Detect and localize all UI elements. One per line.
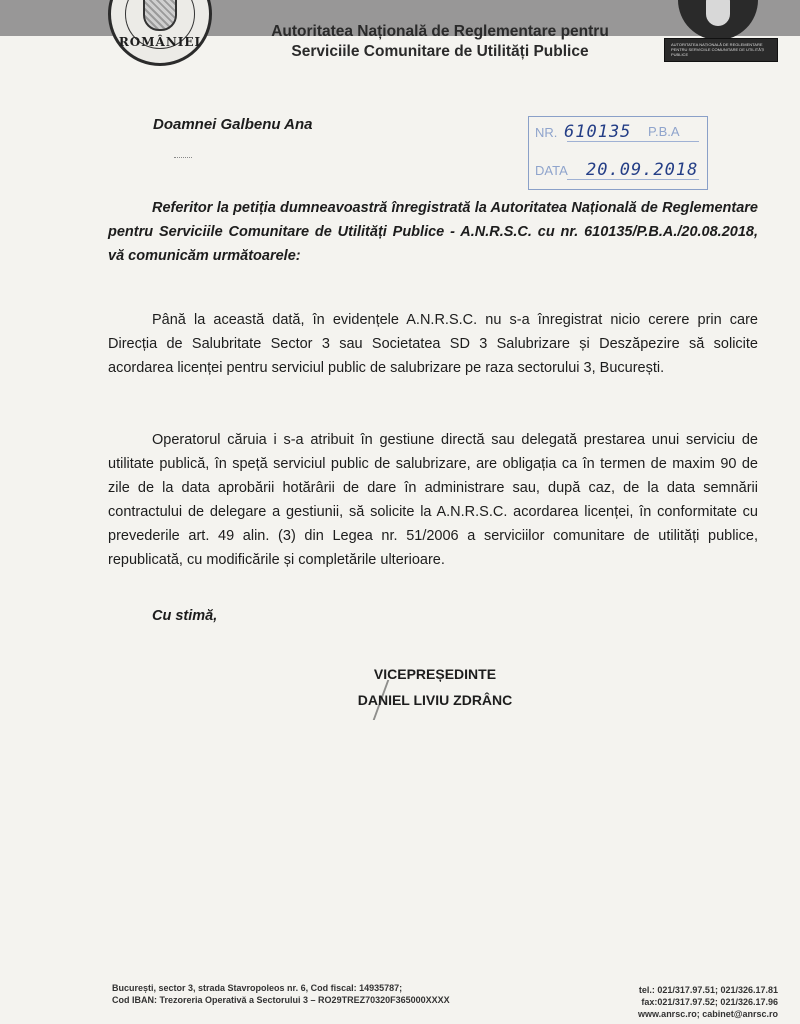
authority-line-1: Autoritatea Națională de Reglementare pentru — [271, 23, 609, 40]
logo-caption-box — [664, 38, 778, 62]
eagle-emblem-icon — [143, 0, 177, 31]
footer-web: www.anrsc.ro; cabinet@anrsc.ro — [638, 1009, 778, 1019]
shield-icon — [706, 0, 730, 26]
registration-date-label: DATA — [535, 163, 568, 178]
authority-name — [220, 22, 660, 62]
romania-coat-of-arms-seal — [108, 0, 212, 66]
signatory-name: DANIEL LIVIU ZDRÂNC — [357, 692, 513, 708]
signatory-title: VICEPREȘEDINTE — [373, 666, 497, 682]
divider — [174, 157, 192, 158]
logo-caption-text: AUTORITATEA NAȚIONALĂ DE REGLEMENTARE PENTRU SERVICIILE COMUNITARE DE UTILITĂȚI PUBLICE — [671, 42, 765, 57]
footer-address-line-1: București, sector 3, strada Stavropoleos nr. 6, Cod fiscal: 14935787; — [112, 983, 403, 993]
authority-line-2: Serviciile Comunitare de Utilități Publice — [291, 43, 589, 60]
seal-text: ROMÂNIEI — [118, 35, 202, 49]
registration-number-label: NR. — [535, 125, 558, 140]
letter-paragraph-2: Operatorul căruia i s-a atribuit în gestiune directă sau delegată prestarea unui serviciu de utilitate publică, în speță serviciul public de salubrizare, are obligația ca în termen de maxim 90 de zile de la data aprobării hotărârii de dare în administrare sau, după caz, de la data semnării contractului de delegare a gestiunii, să solicite la A.N.R.S.C. acordarea licenței, în conformitate cu prevederile art. 49 alin. (3) din Legea nr. 51/2006 a serviciilor comunitare de utilități publice, republicată, cu modificările și completările ulterioare. — [108, 432, 758, 568]
anrsc-logo — [664, 0, 778, 66]
letter-intro: Referitor la petiția dumneavoastră înregistrată la Autoritatea Națională de Reglementare pentru Serviciile Comunitare de Utilități Publice - A.N.R.S.C. cu nr. 610135/P.B.A./20.08.2018, vă comunicăm următoarele: — [108, 200, 758, 264]
footer-address — [112, 982, 532, 1006]
footer-address-line-2: Cod IBAN: Trezoreria Operativă a Sectorului 3 – RO29TREZ70320F365000XXXX — [112, 995, 450, 1005]
footer-tel: tel.: 021/317.97.51; 021/326.17.81 — [638, 985, 778, 995]
registration-date-value: 20.09.2018 — [586, 160, 699, 180]
recipient: Doamnei Galbenu Ana — [153, 116, 313, 133]
footer-fax: fax:021/317.97.52; 021/326.17.96 — [641, 997, 778, 1007]
letter-paragraph-1: Până la această dată, în evidențele A.N.R.S.C. nu s-a înregistrat nicio cerere prin care Direcția de Salubritate Sector 3 sau Societatea SD 3 Salubrizare și Deszăpezire să solicite acordarea licenței pentru serviciul public de salubrizare pe raza sectorului 3, București. — [108, 312, 758, 376]
registration-number-value: 610135 — [564, 122, 632, 142]
footer-contacts — [560, 984, 778, 1020]
registration-number-suffix: P.B.A — [648, 124, 680, 139]
letter-closing: Cu stimă, — [152, 608, 218, 624]
